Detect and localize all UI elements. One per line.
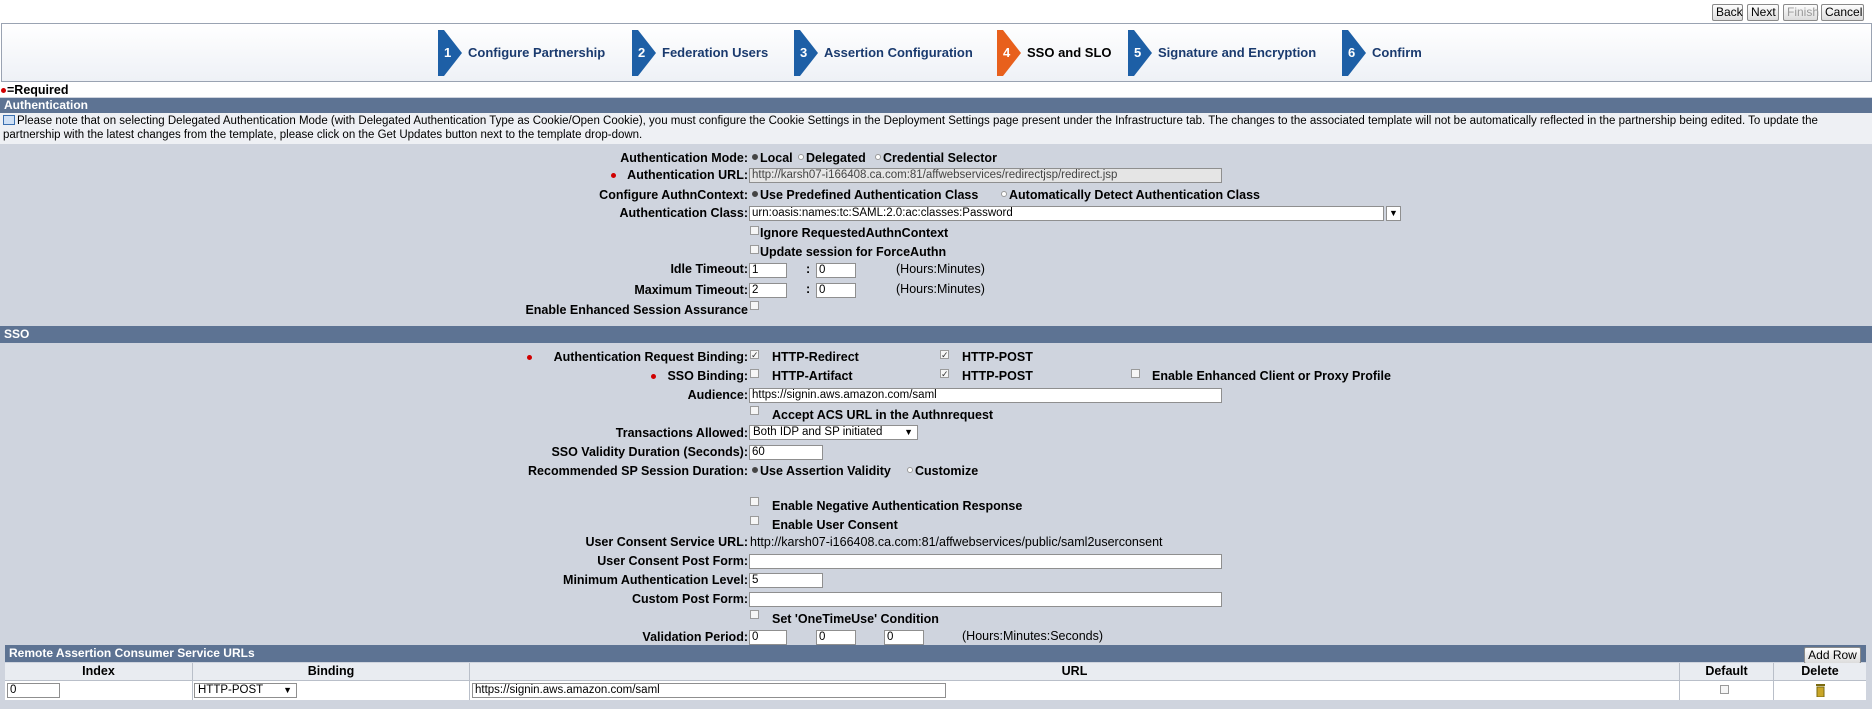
- column-header-url: URL: [470, 663, 1680, 680]
- ignore-requestedauthncontext-checkbox[interactable]: [750, 226, 759, 235]
- table-cell-default: [1680, 680, 1774, 700]
- mode-local-label: Local: [760, 151, 793, 165]
- colon: :: [806, 282, 811, 296]
- required-marker-icon: [611, 173, 616, 178]
- idle-timeout-hours[interactable]: 1: [749, 263, 787, 278]
- step-number: 5: [1134, 45, 1142, 60]
- customize-radio[interactable]: [907, 467, 913, 473]
- required-marker-icon: [651, 374, 656, 379]
- predefined-class-label: Use Predefined Authentication Class: [760, 188, 979, 202]
- use-assertion-validity-radio[interactable]: [752, 467, 758, 473]
- ignore-requestedauthncontext-label: Ignore RequestedAuthnContext: [760, 226, 949, 240]
- next-button[interactable]: Next: [1747, 4, 1779, 21]
- req-http-redirect-label: HTTP-Redirect: [772, 350, 859, 364]
- authncontext-label: Configure AuthnContext:: [599, 188, 748, 202]
- predefined-class-radio[interactable]: [752, 191, 758, 197]
- row-index-field[interactable]: 0: [7, 683, 60, 698]
- validation-minutes[interactable]: 0: [816, 630, 856, 645]
- validation-seconds[interactable]: 0: [884, 630, 924, 645]
- column-header-default: Default: [1680, 663, 1774, 680]
- mode-delegated-radio[interactable]: [798, 154, 804, 160]
- chevron-down-icon: ▼: [283, 685, 292, 695]
- accept-acs-url-label: Accept ACS URL in the Authnrequest: [772, 408, 994, 422]
- add-row-button[interactable]: Add Row: [1804, 647, 1861, 664]
- consent-url-value: http://karsh07-i166408.ca.com:81/affwebservices/public/saml2userconsent: [750, 535, 1163, 549]
- sso-binding-label: SSO Binding:: [667, 369, 748, 383]
- user-consent-label: Enable User Consent: [772, 518, 898, 532]
- negative-auth-checkbox[interactable]: [750, 497, 759, 506]
- mode-delegated-label: Delegated: [806, 151, 866, 165]
- req-http-post-label: HTTP-POST: [962, 350, 1033, 364]
- column-header-delete: Delete: [1774, 663, 1866, 680]
- column-header-binding: Binding: [193, 663, 470, 680]
- custom-post-form-field[interactable]: [749, 592, 1222, 607]
- negative-auth-label: Enable Negative Authentication Response: [772, 499, 1023, 513]
- max-unit: (Hours:Minutes): [896, 282, 985, 296]
- req-http-post-checkbox[interactable]: ✓: [941, 350, 949, 360]
- trash-icon[interactable]: [1815, 684, 1826, 697]
- use-assertion-validity-label: Use Assertion Validity: [760, 464, 891, 478]
- wizard-steps: [1, 23, 1872, 82]
- mode-credential-selector-label: Credential Selector: [883, 151, 997, 165]
- auto-detect-class-label: Automatically Detect Authentication Class: [1009, 188, 1260, 202]
- sso-http-post-checkbox[interactable]: ✓: [941, 369, 949, 379]
- maximum-timeout-minutes[interactable]: 0: [816, 283, 856, 298]
- wizard-step-5[interactable]: [1128, 30, 1328, 76]
- authentication-class-label: Authentication Class:: [619, 206, 748, 220]
- wizard-step-6[interactable]: [1342, 30, 1442, 76]
- acs-table-title: Remote Assertion Consumer Service URLs: [9, 646, 255, 660]
- consent-post-form-label: User Consent Post Form:: [597, 554, 748, 568]
- step-label: Assertion Configuration: [824, 45, 973, 60]
- row-default-checkbox[interactable]: [1720, 685, 1729, 694]
- column-header-index: Index: [5, 663, 193, 680]
- step-label: SSO and SLO: [1027, 45, 1112, 60]
- customize-label: Customize: [915, 464, 979, 478]
- step-label: Signature and Encryption: [1158, 45, 1317, 60]
- back-button[interactable]: Back: [1712, 4, 1743, 21]
- authentication-url-field[interactable]: http://karsh07-i166408.ca.com:81/affwebservices/redirectjsp/redirect.jsp: [749, 168, 1222, 183]
- audience-field[interactable]: https://signin.aws.amazon.com/saml: [749, 388, 1222, 403]
- required-marker-icon: [1, 88, 6, 93]
- chevron-down-icon: ▼: [904, 427, 913, 437]
- row-binding-select[interactable]: [194, 683, 297, 698]
- mode-credential-selector-radio[interactable]: [875, 154, 881, 160]
- wizard-step-3[interactable]: [794, 30, 984, 76]
- wizard-step-4[interactable]: [997, 30, 1117, 76]
- row-url-field[interactable]: https://signin.aws.amazon.com/saml: [472, 683, 946, 698]
- cancel-button[interactable]: Cancel: [1821, 4, 1864, 21]
- table-cell-binding: [193, 680, 470, 700]
- authentication-request-binding-label: Authentication Request Binding:: [553, 350, 748, 364]
- step-number: 1: [444, 45, 452, 60]
- onetimeuse-label: Set 'OneTimeUse' Condition: [772, 612, 939, 626]
- idle-unit: (Hours:Minutes): [896, 262, 985, 276]
- sso-validity-label: SSO Validity Duration (Seconds):: [551, 445, 748, 459]
- enhanced-session-assurance-label: Enable Enhanced Session Assurance: [525, 303, 748, 317]
- update-session-label: Update session for ForceAuthn: [760, 245, 947, 259]
- acs-table-header: [5, 645, 1866, 662]
- transactions-allowed-value: Both IDP and SP initiated: [753, 426, 883, 438]
- idle-timeout-minutes[interactable]: 0: [816, 263, 856, 278]
- authentication-url-label: Authentication URL:: [627, 168, 748, 182]
- validation-unit: (Hours:Minutes:Seconds): [962, 629, 1104, 643]
- step-number: 6: [1348, 45, 1356, 60]
- sso-section-header: SSO: [0, 326, 1872, 343]
- sso-http-artifact-checkbox[interactable]: [750, 369, 759, 378]
- info-icon: [3, 115, 15, 125]
- table-cell-url: [470, 680, 1680, 700]
- audience-label: Audience:: [687, 388, 748, 402]
- mode-local-radio[interactable]: [752, 154, 758, 160]
- min-auth-level-label: Minimum Authentication Level:: [563, 573, 748, 587]
- step-label: Configure Partnership: [468, 45, 606, 60]
- validation-hours[interactable]: 0: [749, 630, 787, 645]
- transactions-allowed-select[interactable]: [749, 425, 918, 440]
- accept-acs-url-checkbox[interactable]: [750, 406, 759, 415]
- required-legend: =Required: [7, 83, 69, 97]
- wizard-step-1[interactable]: [438, 30, 618, 76]
- step-number: 2: [638, 45, 646, 60]
- enhanced-client-proxy-label: Enable Enhanced Client or Proxy Profile: [1152, 369, 1391, 383]
- step-number: 4: [1003, 45, 1011, 60]
- authentication-note-text: Please note that on selecting Delegated Authentication Mode (with Delegated Authentication Type as Cookie/Open Cookie), you must configure the Cookie Settings in the Deployment Settings page present under the Infrastructure tab. The changes to the associated template will not be automatically reflected in the partnership being edited. To update the partnership with the latest changes from the template, please click on the Get Updates button next to the template drop-down.: [3, 115, 1818, 141]
- req-http-redirect-checkbox[interactable]: ✓: [751, 350, 759, 360]
- sp-session-duration-label: Recommended SP Session Duration:: [528, 464, 748, 478]
- authentication-mode-label: Authentication Mode:: [620, 151, 748, 165]
- table-cell-index: [5, 680, 193, 700]
- update-session-checkbox[interactable]: [750, 245, 759, 254]
- authentication-class-field[interactable]: urn:oasis:names:tc:SAML:2.0:ac:classes:Password: [749, 206, 1384, 221]
- consent-url-label: User Consent Service URL:: [585, 535, 748, 549]
- sso-validity-field[interactable]: 60: [749, 445, 823, 460]
- user-consent-checkbox[interactable]: [750, 516, 759, 525]
- maximum-timeout-label: Maximum Timeout:: [634, 283, 748, 297]
- consent-post-form-field[interactable]: [749, 554, 1222, 569]
- finish-button[interactable]: Finish: [1783, 4, 1818, 21]
- step-label: Confirm: [1372, 45, 1422, 60]
- sso-http-post-label: HTTP-POST: [962, 369, 1033, 383]
- transactions-allowed-label: Transactions Allowed:: [615, 426, 748, 440]
- wizard-step-2[interactable]: [632, 30, 782, 76]
- onetimeuse-checkbox[interactable]: [750, 610, 759, 619]
- authentication-section-header: Authentication: [0, 98, 1872, 113]
- enhanced-session-assurance-checkbox[interactable]: [750, 301, 759, 310]
- authentication-note: [0, 113, 1872, 144]
- sso-http-artifact-label: HTTP-Artifact: [772, 369, 853, 383]
- colon: :: [806, 262, 811, 276]
- row-binding-value: HTTP-POST: [198, 684, 264, 696]
- class-dropdown-button[interactable]: ▼: [1386, 206, 1401, 221]
- step-number: 3: [800, 45, 808, 60]
- auto-detect-class-radio[interactable]: [1001, 191, 1007, 197]
- min-auth-level-field[interactable]: 5: [749, 573, 823, 588]
- step-label: Federation Users: [662, 45, 769, 60]
- required-marker-icon: [527, 355, 532, 360]
- enhanced-client-proxy-checkbox[interactable]: [1131, 369, 1140, 378]
- idle-timeout-label: Idle Timeout:: [670, 262, 748, 276]
- maximum-timeout-hours[interactable]: 2: [749, 283, 787, 298]
- validation-period-label: Validation Period:: [642, 630, 748, 644]
- custom-post-form-label: Custom Post Form:: [632, 592, 748, 606]
- table-cell-delete: [1774, 680, 1866, 700]
